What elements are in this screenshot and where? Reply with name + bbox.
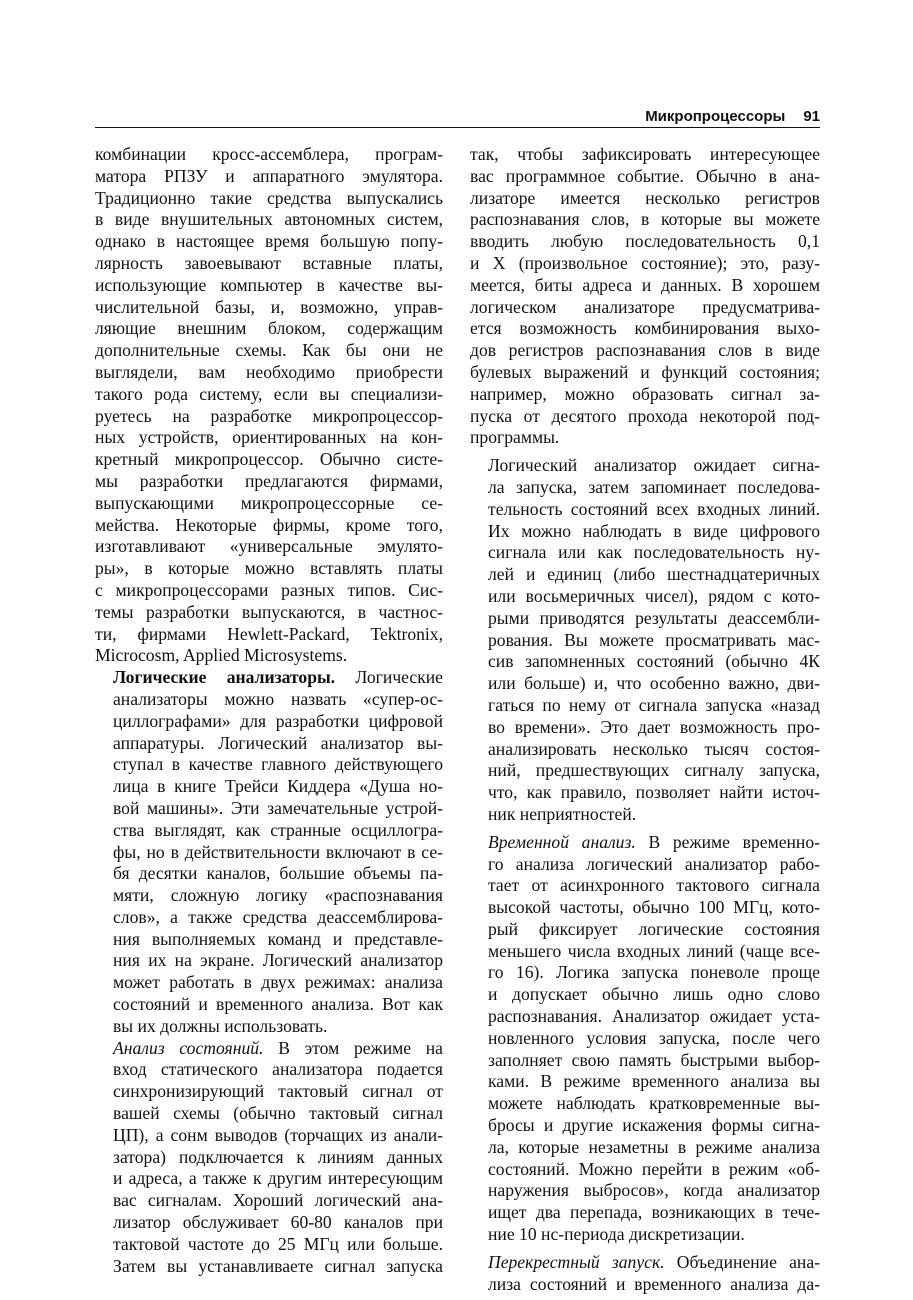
paragraph-state-analysis	[95, 1038, 443, 1278]
text-line: лярность завоевывают вставные платы,	[95, 252, 443, 273]
text-line: сигнала или как последовательность ну-	[488, 542, 820, 563]
text-line: вас сигналам. Хороший логический ана-	[113, 1190, 443, 1211]
text-line: дов регистров распознавания слов в виде	[470, 340, 820, 361]
right-column	[470, 144, 820, 1295]
text-line: состояний. Можно перейти в режим «об-	[488, 1158, 820, 1179]
text-line: вводить любую последовательность 0,1	[470, 231, 820, 252]
text-line: лизаторе имеется несколько регистров	[470, 187, 820, 208]
text-line: Их можно наблюдать в виде цифрового	[488, 520, 820, 541]
text-line: ками. В режиме временного анализа вы	[488, 1071, 820, 1092]
text-line: вой машины». Эти замечательные устрой-	[113, 797, 443, 818]
text-line: распознавания. Анализатор ожидает уста-	[488, 1006, 820, 1027]
text-line: ний, предшествующих сигналу запуска,	[488, 760, 820, 781]
text-line: мяти, сложную логику «распознавания	[113, 885, 443, 906]
text-line: матора РПЗУ и аппаратного эмулятора.	[95, 165, 443, 186]
text-line: рыми приводятся результаты деассембли-	[488, 607, 820, 628]
text-line: высокой частоты, обычно 100 МГц, кото-	[488, 897, 820, 918]
text-line: лиза состояний и временного анализа да-	[488, 1273, 820, 1294]
text-line: такого рода систему, если вы специализи-	[95, 383, 443, 404]
paragraph-lead-timing-analysis: Временной анализ.	[488, 831, 636, 852]
text-line: синхронизирующий тактовый сигнал от	[113, 1081, 443, 1102]
text-line: бросы и другие искажения формы сигна-	[488, 1115, 820, 1136]
text-line: булевых выражений и функций состояния;	[470, 361, 820, 382]
text-line: темы разработки выпускаются, в частнос-	[95, 601, 443, 622]
text-line: заполняет свою память быстрыми выбор-	[488, 1049, 820, 1070]
text-line: так, чтобы зафиксировать интересующее	[470, 144, 820, 164]
text-line: кретный микропроцессор. Обычно систе-	[95, 449, 443, 470]
text-line: с микропроцессорами разных типов. Сис-	[95, 579, 443, 600]
text-line: в виде внушительных автономных систем,	[95, 209, 443, 230]
text-line: гаться по нему от сигнала запуска «назад	[488, 694, 820, 715]
text-line: выпускающими микропроцессорные се-	[95, 492, 443, 513]
paragraph-trigger-setup	[470, 144, 820, 449]
text-line: Microcosm, Applied Microsystems.	[95, 645, 348, 666]
text-line: вы их должны использовать.	[113, 1015, 328, 1036]
text-line: и X (произвольное состояние); это, разу-	[470, 252, 820, 273]
text-line: ляющие внешним блоком, содержащим	[95, 318, 443, 339]
text-line: ник неприятностей.	[488, 803, 637, 824]
text-line: состояний и временного анализа. Вот как	[113, 994, 443, 1015]
text-line: ется возможность комбинирования выхо-	[470, 318, 820, 339]
text-line: ных устройств, ориентированных на кон-	[95, 427, 443, 448]
paragraph-lead-state-analysis: Анализ состояний.	[113, 1037, 264, 1058]
text-line: фы, но в действительности включают в се-	[113, 841, 443, 862]
text-line: ры», в которые можно вставлять платы	[95, 558, 443, 579]
text-line: во времени». Это дает возможность про-	[488, 716, 820, 737]
page-number: 91	[803, 108, 820, 125]
text-line: ти, фирмами Hewlett-Packard, Tektronix,	[95, 623, 443, 644]
text-line: меньшего числа входных линий (чаще все-	[488, 940, 820, 961]
text-line: руетесь на разработке микропроцессор-	[95, 405, 443, 426]
text-line: дополнительные схемы. Как бы они не	[95, 340, 443, 361]
text-line: ства выглядят, как странные осциллогра-	[113, 819, 443, 840]
paragraph-first-line-rest: Логические	[355, 667, 443, 688]
text-line: слов», а также средства деассемблирова-	[113, 906, 443, 927]
text-line: ла запуска, затем запоминает последова-	[488, 476, 820, 497]
text-line: затора) подключается к линиям данных	[113, 1146, 443, 1167]
paragraph-analyzer-waits	[470, 455, 820, 826]
text-line: го 16). Логика запуска поневоле проще	[488, 962, 820, 983]
text-line: ла, которые незаметны в режиме анализа	[488, 1136, 820, 1157]
text-line: рования. Вы можете просматривать мас-	[488, 629, 820, 650]
text-line: лей и единиц (либо шестнадцатеричных	[488, 564, 820, 585]
paragraph-timing-analysis	[470, 832, 820, 1246]
text-line: можете наблюдать кратковременные вы-	[488, 1093, 820, 1114]
text-line: анализаторы можно назвать «супер-ос-	[113, 688, 443, 709]
text-line: логическом анализаторе предусматрива-	[470, 296, 820, 317]
running-header-title: Микропроцессоры	[645, 108, 786, 125]
text-line: Традиционно такие средства выпускались	[95, 187, 443, 208]
text-line: анализировать несколько тысяч состоя-	[488, 738, 820, 759]
text-line: Затем вы устанавливаете сигнал запуска	[113, 1255, 443, 1276]
text-line: изготавливают «универсальные эмулято-	[95, 536, 443, 557]
text-line: ищет два перепада, возникающих в тече-	[488, 1202, 820, 1223]
text-line: или больше) и, что особенно важно, дви-	[488, 673, 820, 694]
text-line: что, как правило, позволяет найти источ-	[488, 782, 820, 803]
text-line: однако в настоящее время большую попу-	[95, 231, 443, 252]
running-header	[95, 103, 820, 128]
text-line: вас программное событие. Обычно в ана-	[470, 165, 820, 186]
text-line: пуска от десятого прохода некоторой под-	[470, 405, 820, 426]
text-line: числительной базы, и, возможно, управ-	[95, 296, 443, 317]
paragraph-lead-cross-trigger: Перекрестный запуск.	[488, 1251, 665, 1272]
text-line: рый фиксирует логические состояния	[488, 918, 820, 939]
text-line: наружения выбросов», когда анализатор	[488, 1180, 820, 1201]
text-line: и адреса, а также к другим интересующим	[113, 1168, 443, 1189]
paragraph-first-line-rest: В этом режиме на	[278, 1037, 443, 1058]
text-line: тельность состояний всех входных линий.	[488, 498, 820, 519]
paragraph-cross-trigger	[470, 1252, 820, 1296]
text-line: вход статического анализатора подается	[113, 1059, 443, 1080]
text-line: лица в книге Трейси Киддера «Душа но-	[113, 776, 443, 797]
text-line: го анализа логический анализатор рабо-	[488, 853, 820, 874]
text-line: меется, биты адреса и данных. В хорошем	[470, 274, 820, 295]
text-line: ния выполняемых команд и представле-	[113, 928, 443, 949]
text-line: новленного условия запуска, после чего	[488, 1027, 820, 1048]
text-line: мейства. Некоторые фирмы, кроме того,	[95, 514, 443, 535]
paragraph-first-line-rest: Объединение ана-	[676, 1251, 820, 1272]
text-line: использующие компьютер в качестве вы-	[95, 274, 443, 295]
text-line: и допускает обычно лишь одно слово	[488, 984, 820, 1005]
text-line: или восьмеричных чисел), рядом с кото-	[488, 585, 820, 606]
text-line: например, можно образовать сигнал за-	[470, 383, 820, 404]
text-line: ЦП), а сонм выводов (торчащих из анали-	[113, 1124, 443, 1145]
text-line: тактовой частоте до 25 МГц или больше.	[113, 1233, 443, 1254]
text-line: распознавания слов, в которые вы можете	[470, 209, 820, 230]
text-line: лизатор обслуживает 60-80 каналов при	[113, 1212, 443, 1233]
text-line: аппаратуры. Логический анализатор вы-	[113, 732, 443, 753]
text-line: бя десятки каналов, большие объемы па-	[113, 863, 443, 884]
text-line: комбинации кросс-ассемблера, програм-	[95, 144, 443, 164]
paragraph-dev-systems	[95, 144, 443, 667]
text-line: мы разработки предлагаются фирмами,	[95, 470, 443, 491]
text-line: сив запомненных состояний (обычно 4К	[488, 651, 820, 672]
paragraph-first-line-rest: В режиме временно-	[648, 831, 821, 852]
text-line: может работать в двух режимах: анализа	[113, 972, 443, 993]
text-line: циллографами» для разработки цифровой	[113, 710, 443, 731]
text-line: ние 10 нс-периода дискретизации.	[488, 1224, 745, 1245]
text-line: выглядели, вам необходимо приобрести	[95, 361, 443, 382]
paragraph-lead-logic-analyzers: Логические анализаторы.	[113, 667, 336, 688]
text-line: ния их на экране. Логический анализатор	[113, 950, 443, 971]
text-line: Логический анализатор ожидает сигна-	[488, 455, 820, 476]
paragraph-logic-analyzers	[95, 667, 443, 1038]
text-line: ступал в качестве главного действующего	[113, 754, 443, 775]
text-line: тает от асинхронного тактового сигнала	[488, 875, 820, 896]
text-line: вашей схемы (обычно тактовый сигнал	[113, 1103, 443, 1124]
left-column	[95, 144, 443, 1277]
text-line: программы.	[470, 427, 560, 448]
